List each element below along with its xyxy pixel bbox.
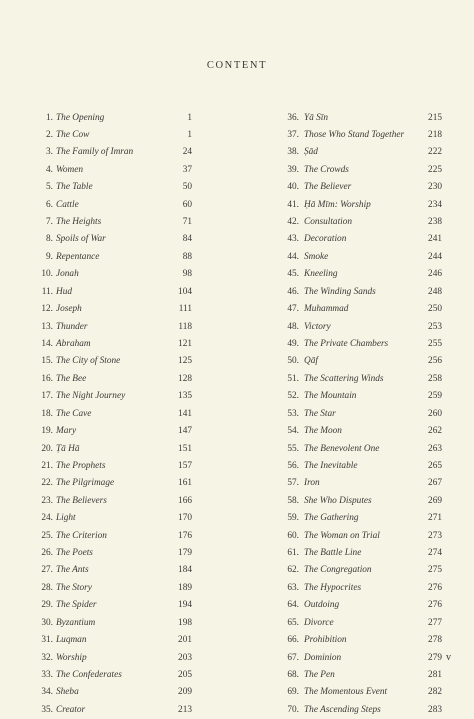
toc-entry-number: 9. [34, 249, 53, 266]
toc-entry-title: The Spider [56, 597, 97, 614]
toc-entry-page: 203 [178, 650, 192, 667]
toc-entry-number: 44. [280, 249, 299, 266]
toc-entry-page: 255 [428, 336, 442, 353]
toc-entry-title: The Moon [304, 423, 342, 440]
toc-entry-title: Light [56, 510, 76, 527]
toc-entry-title: The Criterion [56, 528, 107, 545]
toc-entry-number: 12. [34, 301, 53, 318]
toc-entry [280, 493, 442, 510]
toc-entry-number: 20. [34, 441, 53, 458]
toc-entry-title: The Poets [56, 545, 93, 562]
toc-entry-page: 258 [428, 371, 442, 388]
toc-entry-number: 49. [280, 336, 299, 353]
toc-entry-page: 275 [428, 562, 442, 579]
toc-entry-title: The Heights [56, 214, 101, 231]
toc-entry-page: 189 [178, 580, 192, 597]
toc-entry [34, 545, 192, 562]
toc-entry [34, 475, 192, 492]
toc-entry-page: 269 [428, 493, 442, 510]
toc-entry-title: Cattle [56, 197, 79, 214]
toc-entry-title: The Believers [56, 493, 107, 510]
toc-entry-number: 47. [280, 301, 299, 318]
toc-entry-title: Jonah [56, 266, 79, 283]
toc-entry [280, 580, 442, 597]
toc-entry-number: 58. [280, 493, 299, 510]
toc-entry-number: 33. [34, 667, 53, 684]
toc-entry-page: 1 [187, 110, 192, 127]
toc-entry-page: 147 [178, 423, 192, 440]
toc-entry [34, 144, 192, 161]
toc-entry-page: 128 [178, 371, 192, 388]
toc-entry-title: The Ascending Steps [304, 702, 381, 719]
toc-entry-number: 56. [280, 458, 299, 475]
toc-entry [280, 231, 442, 248]
toc-entry-page: 259 [428, 388, 442, 405]
toc-entry-page: 238 [428, 214, 442, 231]
toc-entry-page: 256 [428, 353, 442, 370]
toc-entry-page: 271 [428, 510, 442, 527]
toc-entry-title: The Scattering Winds [304, 371, 384, 388]
toc-entry-number: 4. [34, 162, 53, 179]
toc-entry [34, 562, 192, 579]
toc-entry-number: 31. [34, 632, 53, 649]
toc-entry-number: 23. [34, 493, 53, 510]
toc-entry [34, 597, 192, 614]
toc-entry-page: 176 [178, 528, 192, 545]
toc-entry-title: She Who Disputes [304, 493, 372, 510]
toc-entry-number: 26. [34, 545, 53, 562]
toc-entry [280, 388, 442, 405]
toc-entry-title: Ḥā Mīm: Worship [304, 197, 371, 214]
toc-entry-title: Abraham [56, 336, 91, 353]
toc-entry-page: 279 [428, 650, 442, 667]
toc-entry-title: The Hypocrites [304, 580, 361, 597]
toc-entry [34, 249, 192, 266]
toc-entry-number: 5. [34, 179, 53, 196]
toc-entry-page: 274 [428, 545, 442, 562]
toc-entry [280, 441, 442, 458]
toc-entry [34, 127, 192, 144]
toc-entry-page: 161 [178, 475, 192, 492]
toc-entry-title: The Mountain [304, 388, 356, 405]
toc-entry-page: 213 [178, 702, 192, 719]
toc-entry-page: 104 [178, 284, 192, 301]
toc-entry-title: Repentance [56, 249, 99, 266]
toc-entry [34, 336, 192, 353]
toc-entry-page: 121 [178, 336, 192, 353]
toc-entry-title: The Bee [56, 371, 86, 388]
toc-entry-page: 205 [178, 667, 192, 684]
toc-entry [34, 371, 192, 388]
toc-entry [280, 423, 442, 440]
toc-entry [280, 371, 442, 388]
toc-entry [280, 110, 442, 127]
toc-entry [34, 197, 192, 214]
toc-entry-title: Outdoing [304, 597, 339, 614]
toc-entry-number: 14. [34, 336, 53, 353]
toc-entry-page: 263 [428, 441, 442, 458]
toc-entry [280, 632, 442, 649]
toc-entry-number: 27. [34, 562, 53, 579]
toc-entry [34, 110, 192, 127]
toc-entry-page: 265 [428, 458, 442, 475]
toc-entry-title: The Night Journey [56, 388, 125, 405]
toc-entry-number: 63. [280, 580, 299, 597]
toc-entry-title: Smoke [304, 249, 328, 266]
toc-entry-number: 17. [34, 388, 53, 405]
toc-entry-title: Creator [56, 702, 85, 719]
toc-entry [34, 353, 192, 370]
toc-entry [280, 162, 442, 179]
toc-entry [34, 319, 192, 336]
toc-entry-number: 43. [280, 231, 299, 248]
toc-entry-number: 37. [280, 127, 299, 144]
toc-entry-number: 48. [280, 319, 299, 336]
toc-entry-number: 24. [34, 510, 53, 527]
toc-entry-title: The Inevitable [304, 458, 357, 475]
toc-entry-number: 59. [280, 510, 299, 527]
toc-entry-title: Sheba [56, 684, 79, 701]
toc-entry-title: Yā Sīn [304, 110, 328, 127]
toc-entry-title: The Cave [56, 406, 91, 423]
toc-entry-page: 281 [428, 667, 442, 684]
toc-entry-title: Luqman [56, 632, 86, 649]
toc-entry [280, 319, 442, 336]
toc-entry-number: 13. [34, 319, 53, 336]
toc-entry [34, 510, 192, 527]
toc-entry-number: 3. [34, 144, 53, 161]
toc-entry-number: 8. [34, 231, 53, 248]
toc-entry [280, 510, 442, 527]
toc-entry-page: 135 [178, 388, 192, 405]
toc-entry-title: The Momentous Event [304, 684, 387, 701]
toc-entry-page: 278 [428, 632, 442, 649]
toc-entry-number: 66. [280, 632, 299, 649]
toc-entry-page: 241 [428, 231, 442, 248]
toc-entry [280, 545, 442, 562]
toc-entry-page: 273 [428, 528, 442, 545]
toc-entry-number: 46. [280, 284, 299, 301]
toc-entry-page: 118 [178, 319, 192, 336]
page-title: CONTENT [0, 60, 474, 71]
toc-entry-title: Mary [56, 423, 76, 440]
toc-entry-page: 71 [183, 214, 192, 231]
toc-entry [280, 249, 442, 266]
toc-entry-title: Decoration [304, 231, 346, 248]
toc-entry [280, 650, 442, 667]
toc-entry-number: 54. [280, 423, 299, 440]
toc-entry [280, 266, 442, 283]
toc-entry-page: 253 [428, 319, 442, 336]
toc-entry-number: 60. [280, 528, 299, 545]
toc-entry [280, 702, 442, 719]
toc-entry-number: 67. [280, 650, 299, 667]
toc-entry [280, 284, 442, 301]
toc-entry-title: Qāf [304, 353, 318, 370]
toc-entry-page: 170 [178, 510, 192, 527]
toc-entry-title: The Congregation [304, 562, 372, 579]
toc-entry [34, 702, 192, 719]
toc-entry-number: 34. [34, 684, 53, 701]
toc-entry [34, 458, 192, 475]
toc-entry [34, 284, 192, 301]
toc-entry-page: 282 [428, 684, 442, 701]
toc-entry [280, 197, 442, 214]
toc-entry [34, 162, 192, 179]
toc-entry [280, 528, 442, 545]
toc-entry-number: 25. [34, 528, 53, 545]
toc-entry-page: 230 [428, 179, 442, 196]
toc-entry [280, 353, 442, 370]
toc-entry-title: The Family of Imran [56, 144, 133, 161]
toc-entry-title: The Battle Line [304, 545, 361, 562]
toc-entry-title: The Private Chambers [304, 336, 388, 353]
toc-entry-number: 45. [280, 266, 299, 283]
toc-entry-title: Kneeling [304, 266, 338, 283]
toc-entry-title: The Benevolent One [304, 441, 379, 458]
toc-entry-number: 21. [34, 458, 53, 475]
toc-entry [34, 580, 192, 597]
toc-entry-page: 179 [178, 545, 192, 562]
toc-entry [280, 301, 442, 318]
toc-entry-title: The Star [304, 406, 336, 423]
toc-entry [34, 650, 192, 667]
toc-entry-title: The Opening [56, 110, 104, 127]
toc-entry-page: 24 [183, 144, 192, 161]
toc-entry [280, 615, 442, 632]
toc-entry-page: 151 [178, 441, 192, 458]
toc-entry-title: Thunder [56, 319, 88, 336]
toc-entry-number: 40. [280, 179, 299, 196]
toc-column-left [34, 110, 192, 719]
toc-entry-number: 2. [34, 127, 53, 144]
toc-entry-title: The Winding Sands [304, 284, 376, 301]
toc-entry-title: Consultation [304, 214, 352, 231]
toc-entry-number: 30. [34, 615, 53, 632]
toc-entry-number: 42. [280, 214, 299, 231]
toc-entry-number: 53. [280, 406, 299, 423]
toc-entry [280, 406, 442, 423]
toc-entry-page: 234 [428, 197, 442, 214]
toc-entry-page: 267 [428, 475, 442, 492]
toc-entry [34, 406, 192, 423]
toc-entry [280, 179, 442, 196]
toc-entry-page: 277 [428, 615, 442, 632]
toc-entry-number: 7. [34, 214, 53, 231]
toc-entry-page: 111 [179, 301, 192, 318]
toc-entry-title: Spoils of War [56, 231, 106, 248]
toc-column-right [280, 110, 442, 719]
toc-entry [34, 528, 192, 545]
toc-entry-page: 218 [428, 127, 442, 144]
toc-entry-page: 246 [428, 266, 442, 283]
toc-entry-number: 11. [34, 284, 53, 301]
toc-entry-page: 60 [183, 197, 192, 214]
toc-entry-page: 198 [178, 615, 192, 632]
toc-entry-number: 52. [280, 388, 299, 405]
toc-entry-number: 61. [280, 545, 299, 562]
toc-entry-title: The Cow [56, 127, 89, 144]
toc-entry-number: 57. [280, 475, 299, 492]
toc-entry-number: 18. [34, 406, 53, 423]
toc-entry [34, 615, 192, 632]
toc-entry-page: 283 [428, 702, 442, 719]
toc-entry-page: 276 [428, 597, 442, 614]
toc-entry [34, 214, 192, 231]
toc-entry-page: 84 [183, 231, 192, 248]
toc-entry-number: 70. [280, 702, 299, 719]
toc-entry [280, 214, 442, 231]
toc-entry [34, 423, 192, 440]
toc-entry-page: 201 [178, 632, 192, 649]
toc-entry-number: 16. [34, 371, 53, 388]
toc-entry-title: Worship [56, 650, 87, 667]
toc-entry-page: 98 [183, 266, 192, 283]
toc-entry-number: 36. [280, 110, 299, 127]
toc-entry-page: 215 [428, 110, 442, 127]
toc-entry-page: 166 [178, 493, 192, 510]
toc-entry-title: Ṣād [304, 144, 318, 161]
toc-entry-number: 22. [34, 475, 53, 492]
toc-entry-title: The Story [56, 580, 92, 597]
toc-entry [34, 266, 192, 283]
toc-entry-number: 29. [34, 597, 53, 614]
toc-entry-page: 141 [178, 406, 192, 423]
toc-entry-number: 62. [280, 562, 299, 579]
toc-entry-page: 157 [178, 458, 192, 475]
toc-entry-number: 69. [280, 684, 299, 701]
toc-entry-title: Dominion [304, 650, 341, 667]
toc-entry-title: The Confederates [56, 667, 122, 684]
toc-entry [280, 562, 442, 579]
toc-entry-page: 260 [428, 406, 442, 423]
toc-entry [280, 684, 442, 701]
toc-entry-title: The Believer [304, 179, 351, 196]
toc-entry-page: 194 [178, 597, 192, 614]
toc-entry-page: 125 [178, 353, 192, 370]
toc-entry-number: 32. [34, 650, 53, 667]
toc-entry-number: 6. [34, 197, 53, 214]
toc-entry-title: The Crowds [304, 162, 349, 179]
toc-entry-number: 50. [280, 353, 299, 370]
toc-entry [280, 458, 442, 475]
toc-entry-title: Joseph [56, 301, 82, 318]
toc-entry [280, 597, 442, 614]
toc-entry-number: 10. [34, 266, 53, 283]
toc-entry-number: 28. [34, 580, 53, 597]
toc-entry [34, 632, 192, 649]
toc-entry-title: The Woman on Trial [304, 528, 380, 545]
toc-entry-page: 262 [428, 423, 442, 440]
toc-entry-title: The Ants [56, 562, 89, 579]
toc-entry [34, 301, 192, 318]
toc-entry-number: 51. [280, 371, 299, 388]
toc-entry-title: The Pilgrimage [56, 475, 114, 492]
toc-entry-title: Byzantium [56, 615, 95, 632]
toc-entry-page: 50 [183, 179, 192, 196]
toc-entry-page: 37 [183, 162, 192, 179]
toc-entry-number: 41. [280, 197, 299, 214]
toc-entry-number: 19. [34, 423, 53, 440]
toc-entry-page: 250 [428, 301, 442, 318]
toc-entry [280, 127, 442, 144]
toc-entry-number: 68. [280, 667, 299, 684]
toc-entry-number: 38. [280, 144, 299, 161]
toc-entry-page: 244 [428, 249, 442, 266]
toc-entry-title: Victory [304, 319, 331, 336]
toc-entry-number: 55. [280, 441, 299, 458]
toc-entry [280, 336, 442, 353]
toc-entry-title: The City of Stone [56, 353, 120, 370]
toc-entry-title: Muhammad [304, 301, 348, 318]
page-number: v [446, 652, 451, 663]
toc-entry-title: Prohibition [304, 632, 347, 649]
toc-entry-number: 15. [34, 353, 53, 370]
toc-entry [34, 684, 192, 701]
toc-entry-title: The Pen [304, 667, 335, 684]
toc-entry-number: 64. [280, 597, 299, 614]
toc-entry [280, 144, 442, 161]
toc-entry-page: 222 [428, 144, 442, 161]
toc-entry-title: Ṭā Hā [56, 441, 80, 458]
toc-entry-number: 35. [34, 702, 53, 719]
toc-entry-page: 1 [187, 127, 192, 144]
toc-entry-page: 209 [178, 684, 192, 701]
toc-entry-title: The Gathering [304, 510, 359, 527]
toc-entry-title: Women [56, 162, 83, 179]
toc-entry-title: The Table [56, 179, 93, 196]
toc-entry-title: Those Who Stand Together [304, 127, 404, 144]
toc-entry [34, 493, 192, 510]
toc-entry-title: The Prophets [56, 458, 106, 475]
toc-entry-number: 65. [280, 615, 299, 632]
toc-entry-number: 1. [34, 110, 53, 127]
toc-entry-page: 88 [183, 249, 192, 266]
toc-entry [34, 231, 192, 248]
toc-entry-page: 184 [178, 562, 192, 579]
toc-entry-number: 39. [280, 162, 299, 179]
toc-entry-title: Divorce [304, 615, 334, 632]
toc-entry [34, 441, 192, 458]
toc-entry-page: 276 [428, 580, 442, 597]
toc-entry [34, 179, 192, 196]
toc-entry [280, 475, 442, 492]
toc-entry-title: Hud [56, 284, 72, 301]
toc-entry [34, 388, 192, 405]
toc-entry-page: 225 [428, 162, 442, 179]
toc-entry-page: 248 [428, 284, 442, 301]
toc-entry-title: Iron [304, 475, 320, 492]
